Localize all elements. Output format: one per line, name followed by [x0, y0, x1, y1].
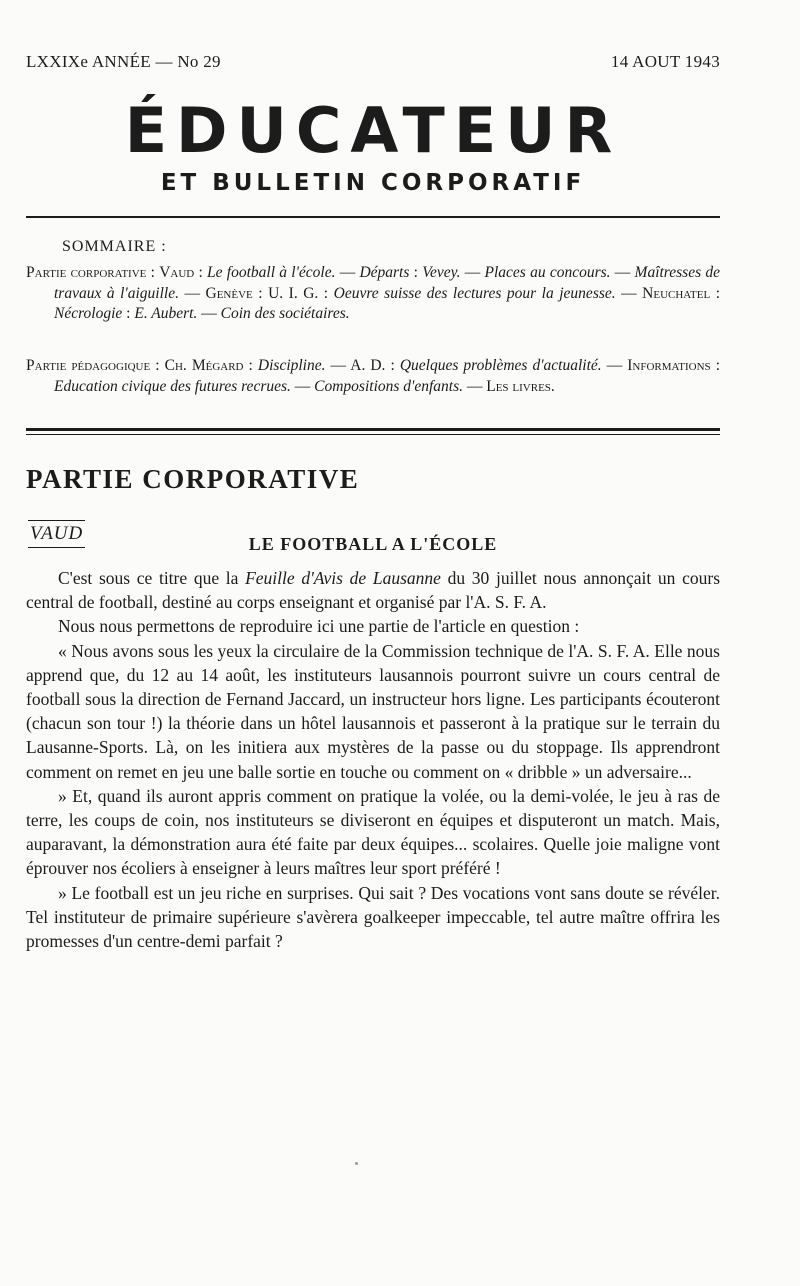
masthead-rule [26, 216, 720, 218]
section-title: PARTIE CORPORATIVE [26, 464, 360, 494]
text-run: C'est sous ce titre que la [58, 568, 246, 588]
sommaire-item: Genève [205, 284, 253, 302]
sommaire-item: Le football à l'école. [207, 264, 336, 281]
sommaire-corporative-label: Partie corporative : [26, 264, 155, 281]
article-paragraph [26, 566, 720, 614]
masthead-subtitle: ET BULLETIN CORPORATIF [160, 170, 586, 196]
masthead-title: ÉDUCATEUR [124, 94, 622, 167]
sommaire-item: Neuchatel [642, 284, 711, 302]
sommaire-item: Nécrologie [54, 305, 123, 322]
sommaire-item: E. Aubert. [134, 305, 198, 322]
sommaire-item: A. D. : [350, 357, 395, 374]
sommaire-item: Coin des sociétaires. [220, 305, 350, 322]
sommaire-item: Oeuvre suisse des lectures pour la jeunesse. [333, 284, 616, 302]
sommaire-heading: SOMMAIRE : [62, 238, 167, 255]
sommaire-item: Places au concours. [484, 264, 611, 281]
print-speck [355, 1162, 358, 1165]
sommaire-item: Les livres. [486, 377, 555, 395]
article-title: LE FOOTBALL A L'ÉCOLE [248, 534, 498, 554]
sommaire-rule-bottom [26, 434, 720, 435]
issue-date: 14 AOUT 1943 [610, 52, 720, 71]
sommaire-rule-top [26, 428, 720, 431]
sommaire-item: Départs [359, 264, 410, 281]
sommaire-item: Quelques problèmes d'actualité. [399, 357, 602, 374]
sommaire-item: Maîtresses de travaux à l'aiguille. [54, 264, 720, 302]
sommaire-item: Education civique des futures recrues. [54, 377, 291, 395]
sommaire-item: Ch. Mégard [164, 357, 244, 374]
sommaire-item: Informations [627, 357, 711, 374]
sommaire-item: Discipline. [257, 357, 326, 374]
sommaire-item: U. I. G. : [268, 284, 329, 302]
text-run: du 30 juillet nous annonçait un cours central de football, destiné au corps enseignant et organisé par l'A. S. F. A. [26, 568, 720, 613]
article-paragraph: Nous nous permettons de reproduire ici une partie de l'article en question : [58, 616, 580, 637]
sommaire-pedagogique-label: Partie pédagogique : [26, 357, 160, 374]
sommaire-corporative: Partie corporative : Vaud : Le football à l'école. — Départs : Vevey. — Places au concours. — Maîtresses de travaux à l'aiguille. — Genève : U. I. G. : Oeuvre suisse des lectures pour la jeunesse. — Neuchatel : Nécrologie : E. Aubert. — Coin des sociétaires. [26, 264, 721, 322]
sommaire-pedagogique: Partie pédagogique : Ch. Mégard : Discipline. — A. D. : Quelques problèmes d'actualité. — Informations : Education civique des futures recrues. — Compositions d'enfants. — Les livres. [26, 357, 721, 395]
article-paragraph: » Le football est un jeu riche en surprises. Qui sait ? Des vocations vont sans doute se révéler. Tel instituteur de primaire supérieure s'avèrera goalkeeper impeccable, tel autre maître offrira les promesses d'un centre-demi parfait ? [26, 882, 720, 952]
newspaper-name: Feuille d'Avis de Lausanne [245, 568, 441, 588]
article-paragraph: » Et, quand ils auront appris comment on pratique la volée, ou la demi-volée, le jeu à ras de terre, les coups de coin, nos instituteurs se diviseront en équipes et disputeront un match. Mais, auparavant, la démonstration aura été faite par deux équipes... scolaires. Quelle joie maligne vont éprouver nos écoliers à enseigner à leurs maîtres leur sport préféré ! [26, 785, 720, 879]
sommaire-vaud: Vaud [159, 264, 195, 281]
canton-label: VAUD [28, 520, 85, 548]
issue-number: LXXIXe ANNÉE — No 29 [26, 52, 221, 71]
sommaire-item: Vevey. [422, 264, 461, 281]
article-paragraph: « Nous avons sous les yeux la circulaire de la Commission technique de l'A. S. F. A. Elle nous apprend que, du 12 au 14 août, les instituteurs lausannois pourront suivre un cours central de football sous la direction de Fernand Jaccard, un instructeur hors ligne. Les participants écouteront (chacun son tour !) la théorie dans un hôtel lausannois et passeront à la pratique sur le terrain du Lausanne-Sports. Là, on les initiera aux mystères de la passe ou du stoppage. Ils apprendront comment on remet en jeu une balle sortie en touche ou comment on « dribble » un adversaire... [26, 640, 720, 782]
sommaire-item: Compositions d'enfants. [314, 377, 463, 395]
article-body [26, 566, 720, 953]
